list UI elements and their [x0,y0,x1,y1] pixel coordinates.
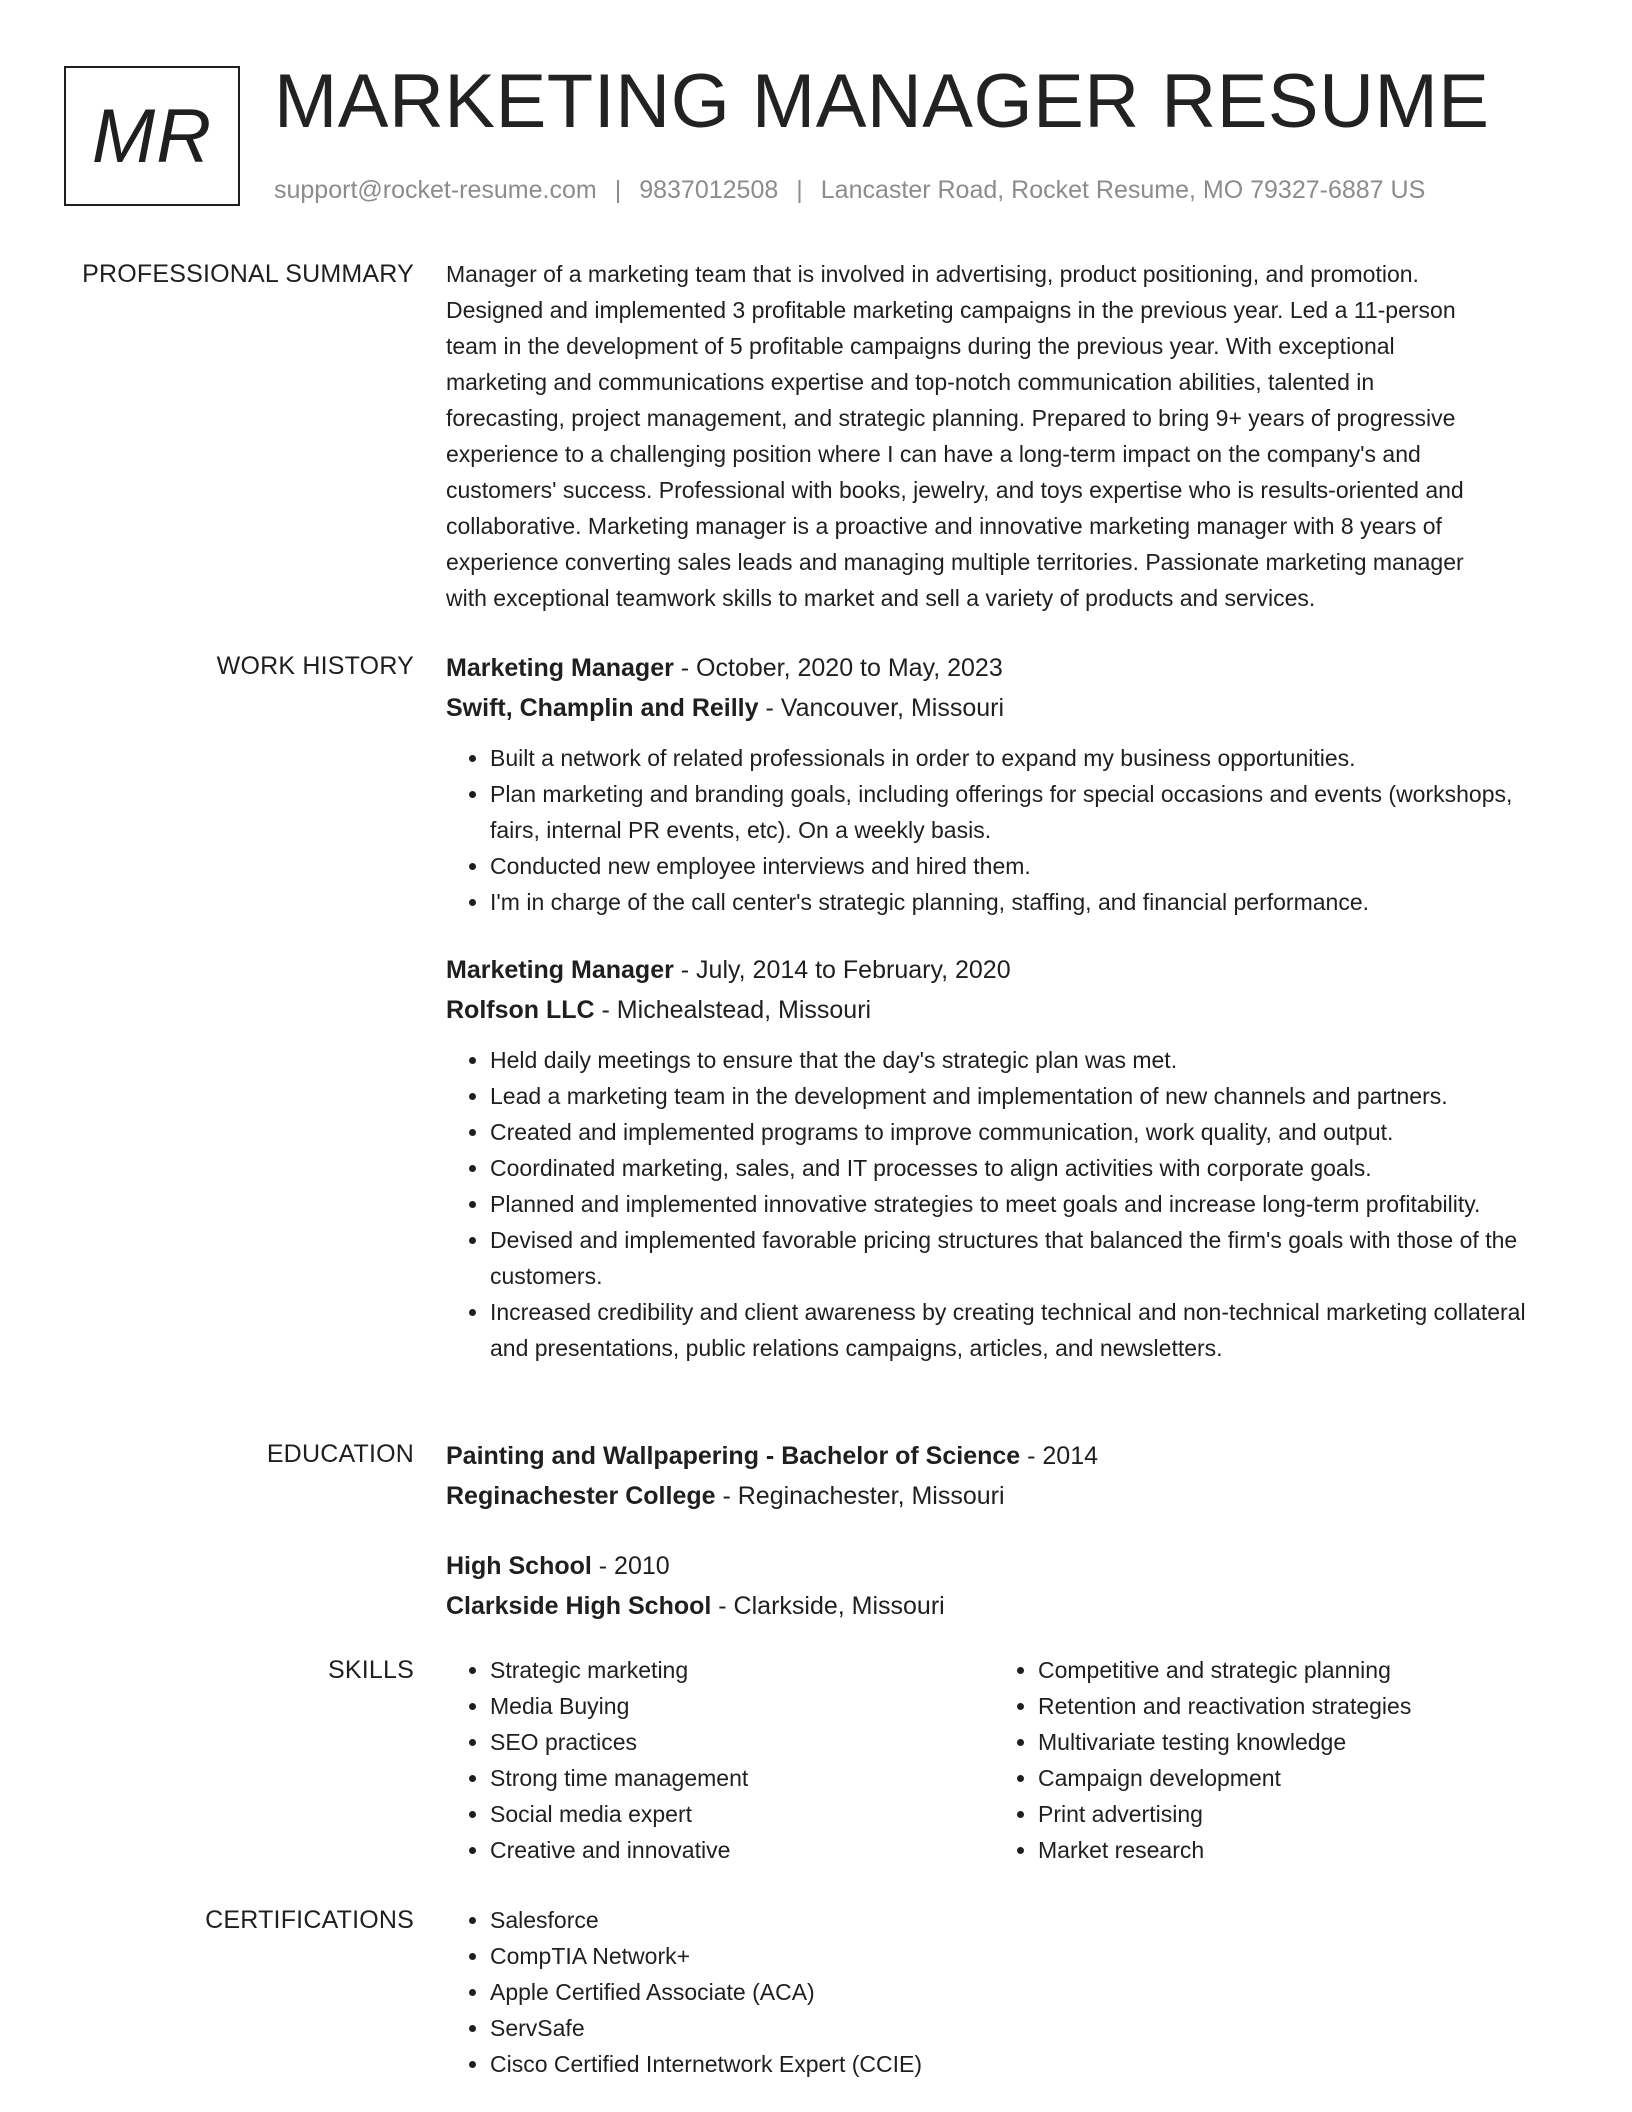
list-item: • Strong time management [490,1760,986,1796]
monogram-logo [64,66,240,206]
summary-line: Designed and implemented 3 profitable marketing campaigns in the previous year. Led a 11-person [446,297,1456,323]
section-label: PROFESSIONAL SUMMARY [82,260,414,288]
list-item: • Increased credibility and client awareness by creating technical and non-technical marketing collateral and presentations, public relations campaigns, articles, and newsletters. [490,1294,1550,1366]
job-bullets [446,740,1550,920]
summary-line: forecasting, project management, and strategic planning. Prepared to bring 9+ years of progressive [446,405,1456,431]
summary-text [446,256,1550,616]
work-history-body [446,648,1550,1366]
list-item: • CompTIA Network+ [490,1938,1550,1974]
job-title-line [446,648,1550,688]
list-item: • Multivariate testing knowledge [1038,1724,1534,1760]
list-item: • Cisco Certified Internetwork Expert (CCIE) [490,2046,1550,2082]
job-entry [446,648,1550,920]
education-entry [446,1436,1550,1516]
education-body [446,1436,1550,1626]
list-item: • Coordinated marketing, sales, and IT processes to align activities with corporate goals. [490,1150,1550,1186]
contact-separator: | [614,176,622,204]
job-location: - Michealstead, Missouri [594,996,872,1024]
section-label: EDUCATION [266,1440,414,1468]
certifications-body [446,1902,1550,2082]
job-dates: - October, 2020 to May, 2023 [673,654,1003,682]
list-item: • Print advertising [1038,1796,1534,1832]
degree-year: - 2010 [591,1552,670,1580]
skills-column-right [994,1652,1534,1868]
degree: High School [446,1552,592,1580]
summary-line: customers' success. Professional with books, jewelry, and toys expertise who is results-oriented and [446,477,1464,503]
list-item: • Apple Certified Associate (ACA) [490,1974,1550,2010]
list-item: • Plan marketing and branding goals, including offerings for special occasions and events (workshops, fairs, internal PR events, etc). On a weekly basis. [490,776,1550,848]
job-bullets [446,1042,1550,1366]
summary-line: experience converting sales leads and managing multiple territories. Passionate marketing manager [446,549,1464,575]
list-item: • Social media expert [490,1796,986,1832]
list-item: • Salesforce [490,1902,1550,1938]
section-label: WORK HISTORY [216,652,414,680]
list-item: • Creative and innovative [490,1832,986,1868]
page-title: MARKETING MANAGER RESUME [274,59,1490,144]
contact-line [274,174,1425,206]
job-company-line [446,688,1550,728]
contact-email[interactable]: support@rocket-resume.com [274,176,597,204]
school: Clarkside High School [446,1592,712,1620]
job-entry [446,950,1550,1366]
job-location: - Vancouver, Missouri [758,694,1005,722]
school-location: - Clarkside, Missouri [711,1592,945,1620]
list-item: • Planned and implemented innovative strategies to meet goals and increase long-term profitability. [490,1186,1550,1222]
monogram-text: MR [91,93,213,179]
summary-line: collaborative. Marketing manager is a proactive and innovative marketing manager with 8 years of [446,513,1442,539]
summary-line: Manager of a marketing team that is involved in advertising, product positioning, and promotion. [446,261,1419,287]
school: Reginachester College [446,1482,716,1510]
list-item: • SEO practices [490,1724,986,1760]
list-item: • Built a network of related professionals in order to expand my business opportunities. [490,740,1550,776]
job-company: Rolfson LLC [446,996,595,1024]
list-item: • Media Buying [490,1688,986,1724]
job-title: Marketing Manager [446,654,674,682]
job-title-line [446,950,1550,990]
list-item: • I'm in charge of the call center's strategic planning, staffing, and financial performance. [490,884,1550,920]
skills-list [994,1652,1534,1868]
job-title: Marketing Manager [446,956,674,984]
contact-phone[interactable]: 9837012508 [639,176,779,204]
contact-separator: | [796,176,803,204]
list-item: • Created and implemented programs to improve communication, work quality, and output. [490,1114,1550,1150]
list-item: • Campaign development [1038,1760,1534,1796]
section-label: SKILLS [328,1656,414,1684]
summary-line: marketing and communications expertise and top-notch communication abilities, talented in [446,369,1375,395]
job-company-line [446,990,1550,1030]
contact-address: Lancaster Road, Rocket Resume, MO 79327-6887 US [820,176,1426,204]
degree-line [446,1436,1550,1476]
list-item: • Market research [1038,1832,1534,1868]
list-item: • Strategic marketing [490,1652,986,1688]
degree-line [446,1546,1550,1586]
certifications-list [446,1902,1550,2082]
list-item: • Held daily meetings to ensure that the day's strategic plan was met. [490,1042,1550,1078]
summary-line: experience to a challenging position where I can have a long-term impact on the company's and [446,441,1421,467]
list-item: • ServSafe [490,2010,1550,2046]
skills-column-left [446,1652,986,1868]
education-entry [446,1546,1550,1626]
job-dates: - July, 2014 to February, 2020 [673,956,1011,984]
summary-line: with exceptional teamwork skills to market and sell a variety of products and services. [446,585,1316,611]
job-company: Swift, Champlin and Reilly [446,694,759,722]
school-line [446,1476,1550,1516]
degree-year: - 2014 [1020,1442,1099,1470]
list-item: • Conducted new employee interviews and hired them. [490,848,1550,884]
list-item: • Lead a marketing team in the development and implementation of new channels and partners. [490,1078,1550,1114]
school-line [446,1586,1550,1626]
skills-body [446,1652,1550,1872]
skills-list [446,1652,986,1868]
degree: Painting and Wallpapering - Bachelor of Science [446,1442,1021,1470]
list-item: • Competitive and strategic planning [1038,1652,1534,1688]
summary-line: team in the development of 5 profitable campaigns during the previous year. With exceptional [446,333,1395,359]
list-item: • Retention and reactivation strategies [1038,1688,1534,1724]
school-location: - Reginachester, Missouri [715,1482,1005,1510]
section-label: CERTIFICATIONS [205,1906,414,1934]
list-item: • Devised and implemented favorable pricing structures that balanced the firm's goals with those of the customers. [490,1222,1550,1294]
